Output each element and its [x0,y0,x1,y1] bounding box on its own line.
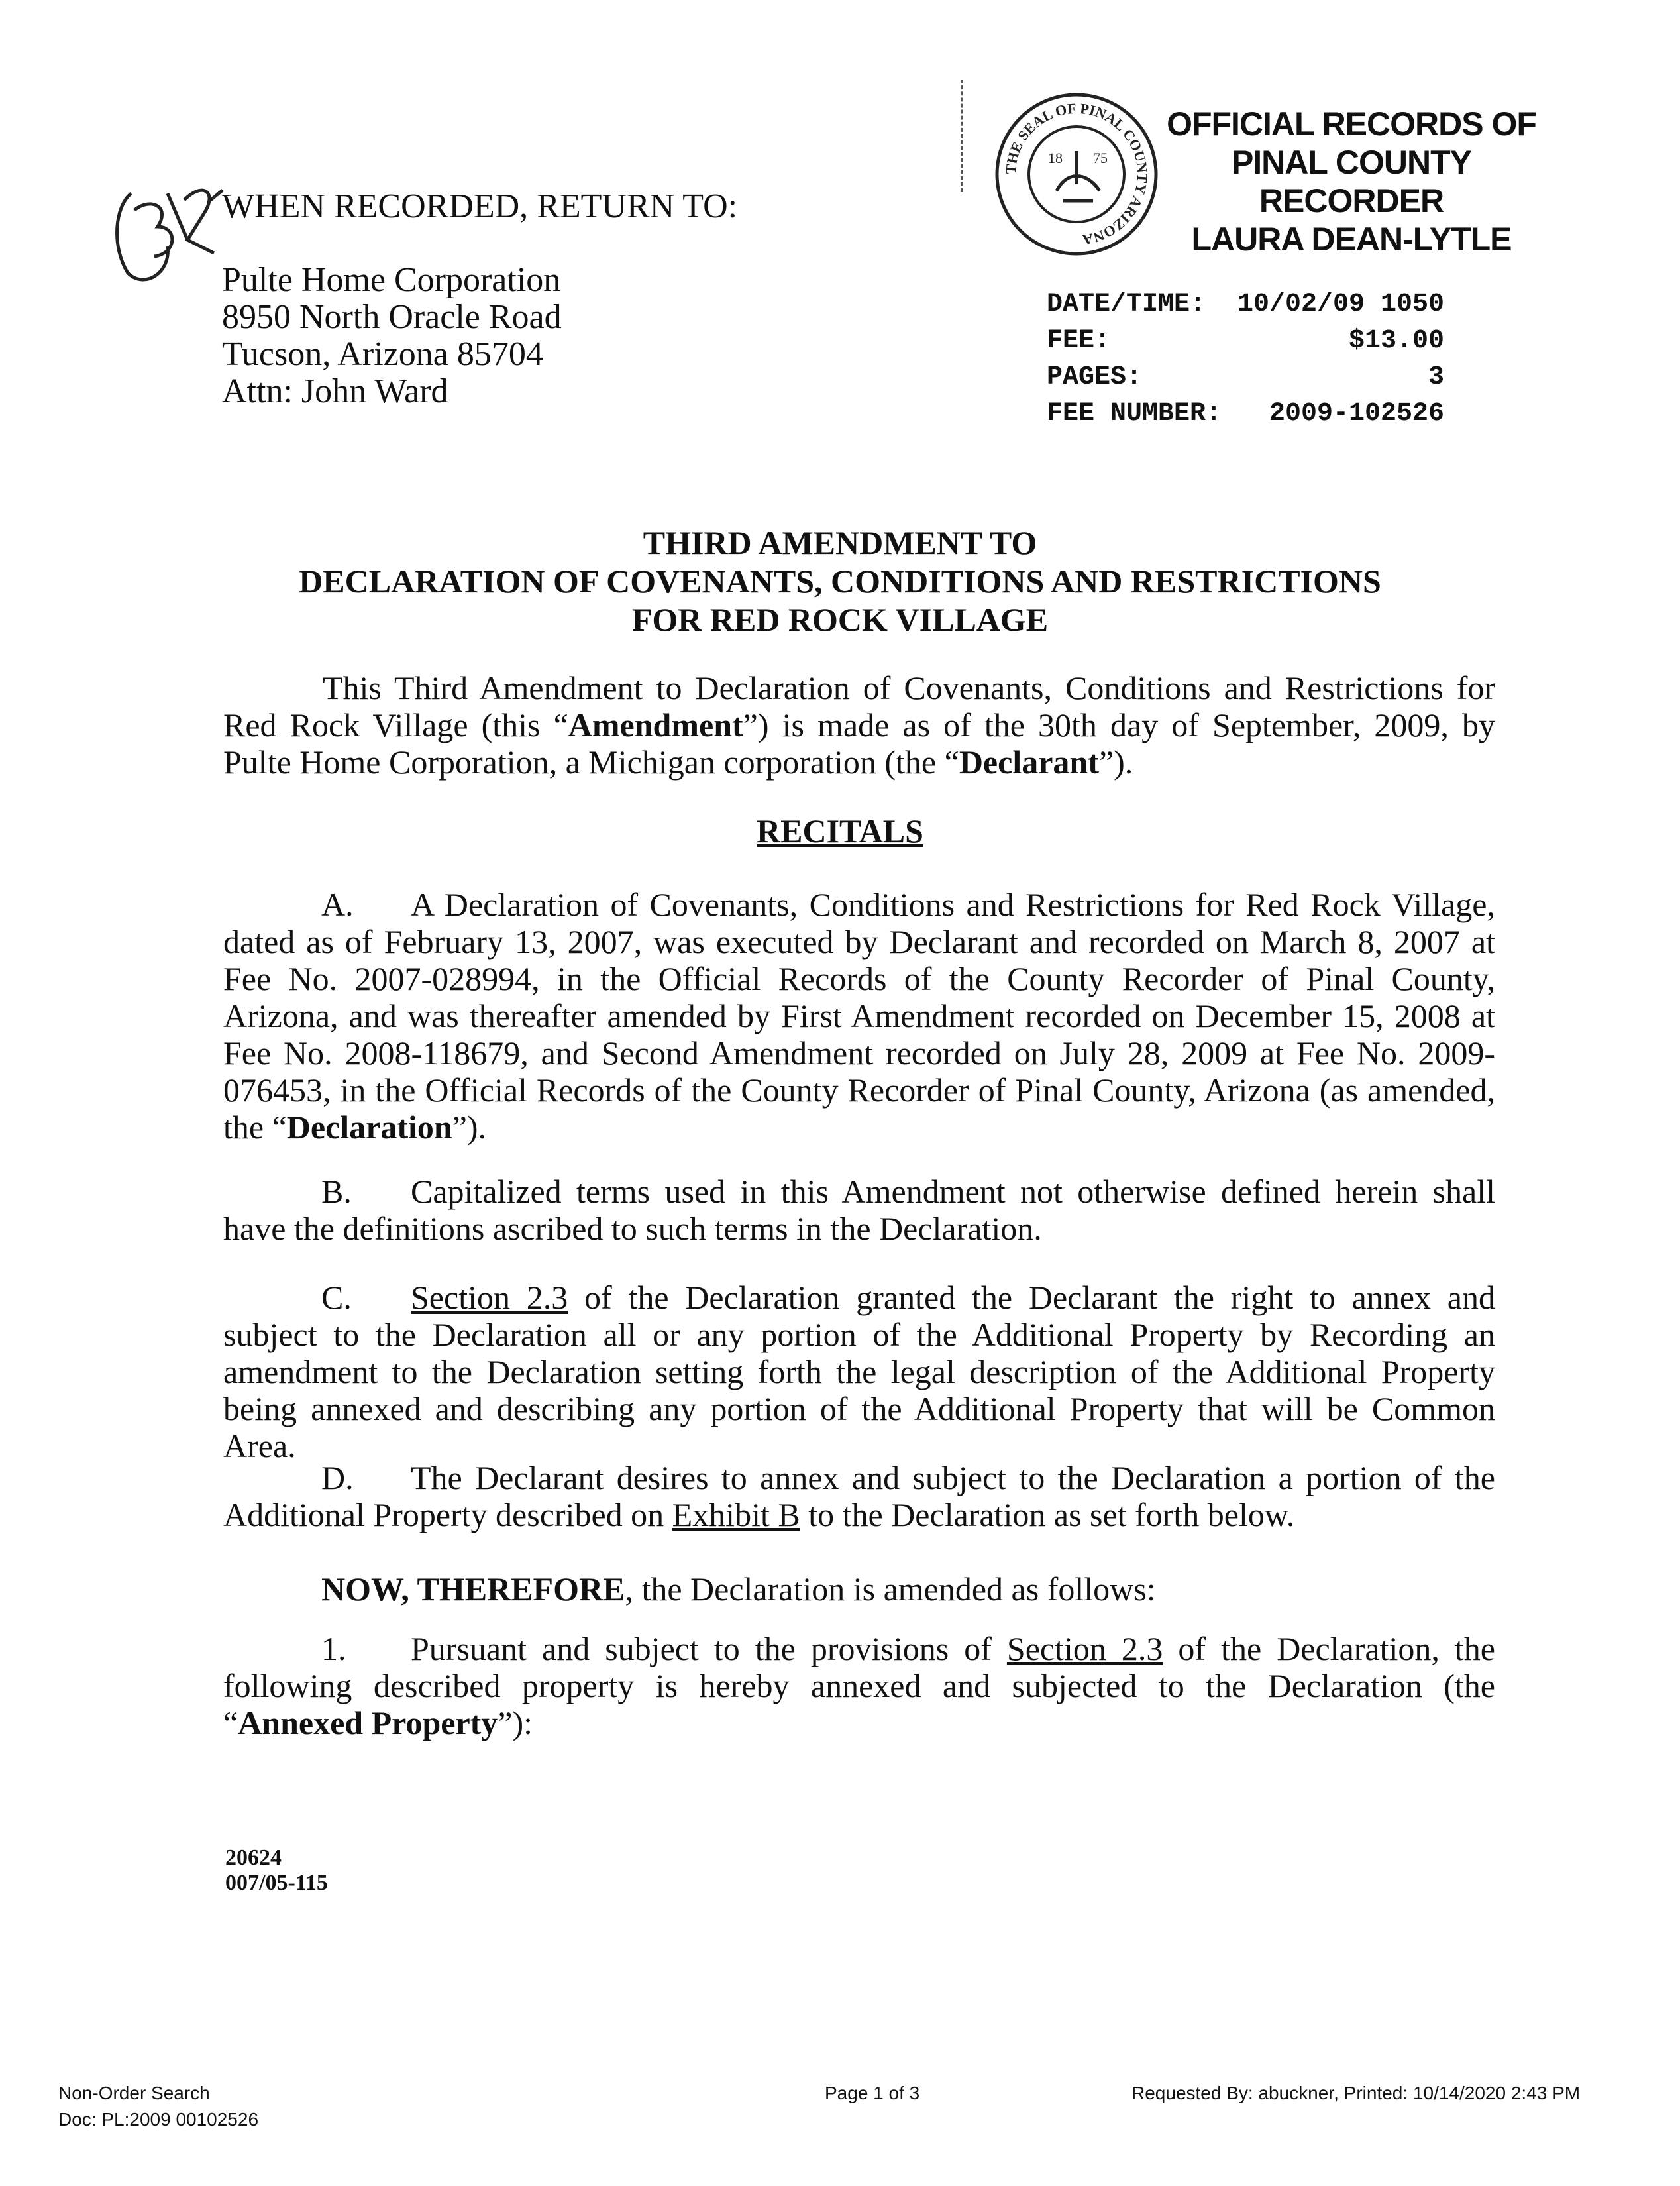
section-reference: Section 2.3 [411,1279,568,1316]
title-line: FOR RED ROCK VILLAGE [631,601,1049,638]
address-line: Pulte Home Corporation [222,261,561,299]
address-line: Attn: John Ward [222,372,448,410]
field-label: DATE/TIME: [1047,290,1206,319]
field-value: $13.00 [1348,326,1444,356]
recording-field [1047,359,1444,396]
recording-info [1047,286,1444,432]
svg-text:75: 75 [1093,150,1108,166]
field-value: 2009-102526 [1269,399,1444,429]
recital-label: C. [321,1279,352,1316]
doc-code: 007/05-115 [225,1871,328,1895]
recorder-title-line: LAURA DEAN-LYTLE [1191,221,1512,258]
document-codes [225,1845,328,1896]
footer-requested-by: Requested By: abuckner, Printed: 10/14/2020 2:43 PM [1131,2083,1581,2103]
section-reference: Section 2.3 [1006,1630,1163,1667]
defined-term: Declaration [286,1109,452,1146]
recorder-title-line: PINAL COUNTY RECORDER [1231,144,1472,219]
return-address [222,262,562,410]
recital-label: B. [321,1173,352,1210]
recording-field [1047,323,1444,359]
now-therefore-clause: NOW, THEREFORE, the Declaration is amended as follows: [321,1570,1156,1608]
document-title [0,523,1680,639]
field-value: 10/02/09 1050 [1237,290,1444,319]
item-label: 1. [321,1630,346,1667]
footer-page-number: Page 1 of 3 [825,2083,920,2103]
handwritten-initials-icon [105,174,224,293]
recorder-title-line: OFFICIAL RECORDS OF [1167,105,1536,142]
svg-text:18: 18 [1048,150,1063,166]
field-label: FEE: [1047,326,1111,356]
field-label: FEE NUMBER: [1047,399,1222,429]
title-line: DECLARATION OF COVENANTS, CONDITIONS AND RESTRICTIONS [299,563,1381,600]
return-to-heading: WHEN RECORDED, RETURN TO: [222,188,738,225]
recording-field [1047,396,1444,432]
recorder-title [1153,105,1550,258]
recording-field [1047,286,1444,323]
stamp-divider [961,80,963,192]
recital-label: D. [321,1459,354,1496]
footer-search-type: Non-Order Search [58,2083,210,2103]
recital-b: B. Capitalized terms used in this Amendment not otherwise defined herein shall have the definitions ascribed to such terms in the Declaration. [223,1173,1495,1247]
doc-code: 20624 [225,1845,282,1870]
footer-doc-id: Doc: PL:2009 00102526 [58,2109,259,2130]
defined-term: Declarant [959,743,1099,781]
address-line: 8950 North Oracle Road [222,298,562,336]
recital-d: D. The Declarant desires to annex and subject to the Declaration a portion of the Additional Property described on Exhibit B to the Declaration as set forth below. [223,1459,1495,1533]
field-value: 3 [1428,362,1444,392]
exhibit-reference: Exhibit B [672,1496,800,1533]
amendment-item-1: 1. Pursuant and subject to the provisions of Section 2.3 of the Declaration, the following described property is hereby annexed and subjected to the Declaration (the “Annexed Property”): [223,1630,1495,1741]
recital-label: A. [321,886,354,923]
address-line: Tucson, Arizona 85704 [222,335,543,373]
recitals-heading: RECITALS [757,812,923,849]
field-label: PAGES: [1047,362,1143,392]
recital-c: C. Section 2.3 of the Declaration granted the Declarant the right to annex and subject to the Declaration all or any portion of the Additional Property by Recording an amendment to the Declaration setting forth the legal description of the Additional Property being annexed and describing any portion of the Additional Property that will be Common Area. [223,1279,1495,1464]
title-line: THIRD AMENDMENT TO [643,524,1037,561]
defined-term: Annexed Property [238,1704,498,1741]
county-seal-icon [994,91,1159,257]
recital-a: A. A Declaration of Covenants, Conditions and Restrictions for Red Rock Village, dated as of February 13, 2007, was executed by Declarant and recorded on March 8, 2007 at Fee No. 2007-028994, in the Official Records of the County Recorder of Pinal County, Arizona, and was thereafter amended by First Amendment recorded on December 15, 2008 at Fee No. 2008-118679, and Second Amendment recorded on July 28, 2009 at Fee No. 2009-076453, in the Official Records of the County Recorder of Pinal County, Arizona (as amended, the “Declaration”). [223,886,1495,1146]
svg-text:THE SEAL OF PINAL COUNTY ARIZO: THE SEAL OF PINAL COUNTY ARIZONA [1002,99,1151,248]
defined-term: Amendment [568,706,743,743]
intro-paragraph: This Third Amendment to Declaration of Covenants, Conditions and Restrictions for Red Rock Village (this “Amendment”) is made as of the 30th day of September, 2009, by Pulte Home Corporation, a Michigan corporation (the “Declarant”). [223,669,1496,781]
